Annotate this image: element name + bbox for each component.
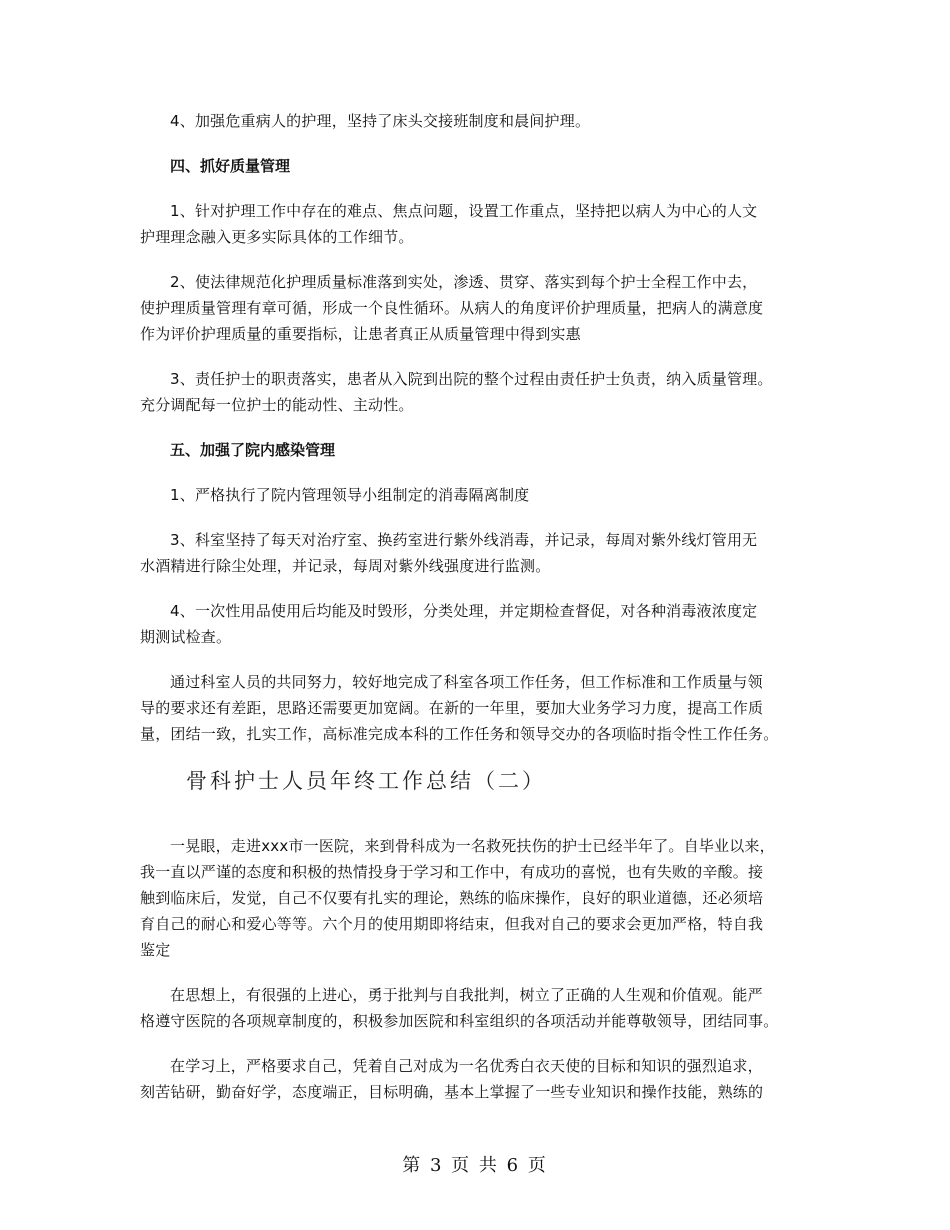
paragraph: 一晃眼，走进xxx市一医院，来到骨科成为一名救死扶伤的护士已经半年了。自毕业以来， 我一直以严谨的态度和积极的热情投身于学习和工作中，有成功的喜悦，也有失败的辛酸。接 触到临床后，发觉，自己不仅要有扎实的理论，熟练的临床操作，良好的职业道德，还必须培 育自己的耐心和爱心等等。六个月的使用期即将结束，但我对自己的要求会更加严格，特自我 鉴定: [140, 837, 775, 959]
paragraph: 3、责任护士的职责落实，患者从入院到出院的整个过程由责任护士负责，纳入质量管理。 充分调配每一位护士的能动性、主动性。: [140, 370, 773, 414]
paragraph: 3、科室坚持了每天对治疗室、换药室进行紫外线消毒，并记录，每周对紫外线灯管用无 水酒精进行除尘处理，并记录，每周对紫外线强度进行监测。: [140, 531, 758, 575]
section-heading: 四、抓好质量管理: [170, 157, 291, 175]
paragraph: 4、一次性用品使用后均能及时毁形，分类处理，并定期检查督促，对各种消毒液浓度定 期测试检查。: [140, 602, 758, 646]
paragraph: 在思想上，有很强的上进心，勇于批判与自我批判，树立了正确的人生观和价值观。能严 格遵守医院的各项规章制度的，积极参加医院和科室组织的各项活动并能尊敬领导，团结同事。: [140, 986, 779, 1030]
paragraph: 2、使法律规范化护理质量标准落到实处，渗透、贯穿、落实到每个护士全程工作中去， 使护理质量管理有章可循，形成一个良性循环。从病人的角度评价护理质量，把病人的满意度 作为评价护理质量的重要指标，让患者真正从质量管理中得到实惠: [140, 273, 764, 343]
paragraph: 在学习上，严格要求自己，凭着自己对成为一名优秀白衣天使的目标和知识的强烈追求， 刻苦钻研，勤奋好学，态度端正，目标明确，基本上掌握了一些专业知识和操作技能，熟练的: [140, 1057, 764, 1101]
paragraph: 4、加强危重病人的护理，坚持了床头交接班制度和晨间护理。: [170, 112, 591, 130]
paragraph: 1、严格执行了院内管理领导小组制定的消毒隔离制度: [170, 486, 530, 504]
section-heading: 五、加强了院内感染管理: [170, 441, 336, 459]
paragraph: 通过科室人员的共同努力，较好地完成了科室各项工作任务，但工作标准和工作质量与领 导的要求还有差距，思路还需要更加宽阔。在新的一年里，要加大业务学习力度，提高工作质 量，团结一致，扎实工作，高标准完成本科的工作任务和领导交办的各项临时指令性工作任务。: [140, 673, 779, 743]
paragraph: 1、针对护理工作中存在的难点、焦点问题，设置工作重点，坚持把以病人为中心的人文 护理理念融入更多实际具体的工作细节。: [140, 202, 758, 246]
document-title: 骨科护士人员年终工作总结（二）: [186, 769, 546, 793]
document-body: [140, 108, 816, 1124]
page-number-footer: 第 3 页 共 6 页: [402, 1155, 548, 1176]
